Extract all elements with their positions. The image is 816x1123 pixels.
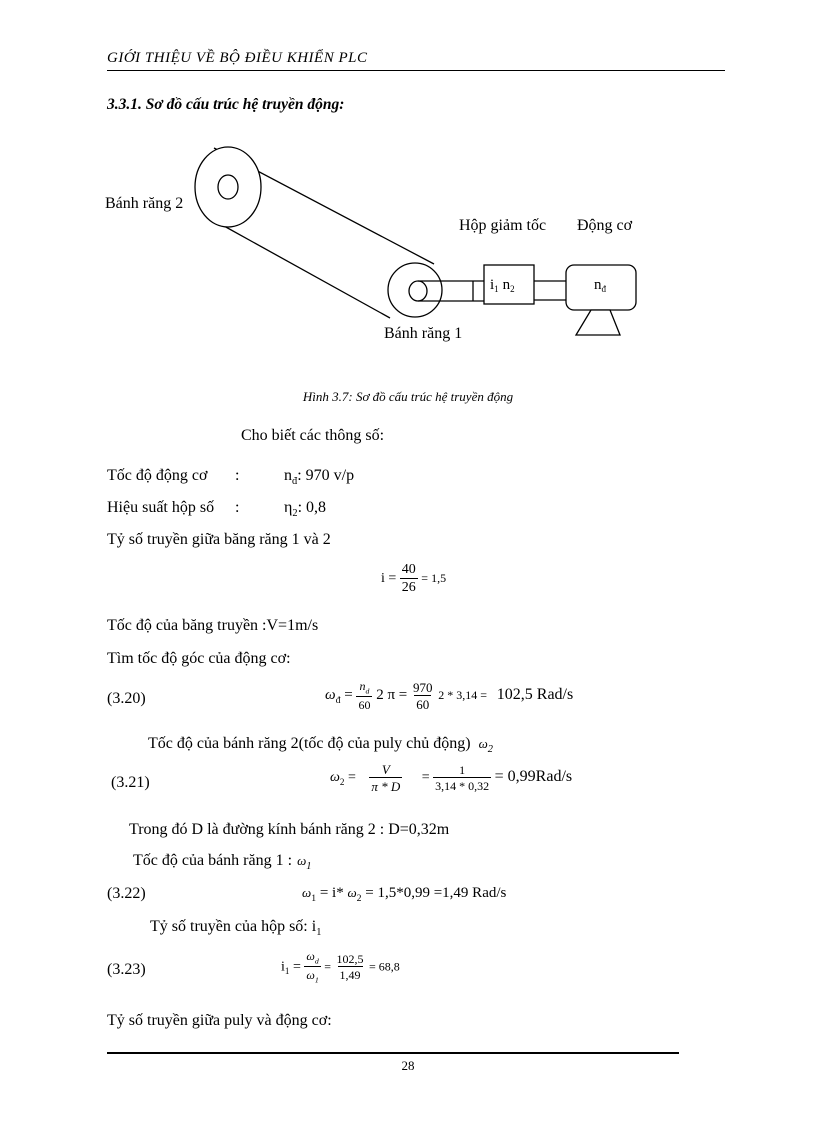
eq-3-23 xyxy=(281,950,400,984)
gearbox-ratio-text: Tỷ số truyền của hộp số: xyxy=(150,918,308,935)
efficiency-val: : 0,8 xyxy=(297,499,327,516)
gear-2-speed-sym: ω xyxy=(478,736,488,751)
where-d-line: Trong đó D là đường kính bánh răng 2 : D=0,32m xyxy=(129,821,450,838)
belt-speed-line: Tốc độ của băng truyền :V=1m/s xyxy=(107,617,319,634)
eq323-f2-den: 1,49 xyxy=(339,968,361,983)
gearbox-n-sub: 2 xyxy=(510,284,515,294)
eq320-f1-num-sym: n xyxy=(359,679,366,693)
gear-1-speed-sym: ω xyxy=(297,853,307,868)
efficiency-value xyxy=(284,499,326,519)
efficiency-colon: : xyxy=(235,499,240,516)
gearbox-label: Hộp giảm tốc xyxy=(459,217,547,234)
eq323-f1-den-sym: ω xyxy=(306,968,315,983)
eq321-f1-den: π * D xyxy=(371,779,401,794)
gear-2-speed-sub: 2 xyxy=(487,744,493,756)
final-line: Tỷ số truyền giữa puly và động cơ: xyxy=(107,1012,332,1029)
ratio-num: 40 xyxy=(401,562,416,577)
efficiency-label: Hiệu suất hộp số xyxy=(107,499,215,516)
eq321-frac2 xyxy=(433,764,491,792)
eq323-eq: = xyxy=(292,959,301,975)
ratio-fraction xyxy=(400,563,418,595)
eq321-f2-num: 1 xyxy=(459,763,466,777)
eq320-omega-sub: đ xyxy=(335,695,341,707)
eq320-tail: 2 * 3,14 = xyxy=(438,688,488,703)
eq320-f1-num-sub: d xyxy=(365,686,370,696)
eq-3-23-number: (3.23) xyxy=(107,961,146,978)
gear-1-speed-line xyxy=(133,852,311,872)
eq-3-20-number: (3.20) xyxy=(107,690,146,707)
drive-structure-diagram xyxy=(100,140,660,350)
eq322-omega: ω xyxy=(302,885,312,900)
eq-3-22 xyxy=(302,885,506,904)
eq320-frac2 xyxy=(411,681,435,711)
eq321-result: = 0,99Rad/s xyxy=(494,768,573,786)
ratio-equation xyxy=(381,563,446,595)
gear-2-hub xyxy=(218,175,238,199)
eq322-omega-sub: 1 xyxy=(311,893,317,904)
eq321-frac1 xyxy=(369,763,402,793)
motor-speed-value xyxy=(284,467,354,487)
eq323-f2-num: 102,5 xyxy=(336,952,364,967)
eq321-f2-den: 3,14 * 0,32 xyxy=(435,779,490,793)
eq321-eq2: = xyxy=(421,770,430,786)
belt-bottom-line xyxy=(224,226,390,318)
motor-n: n xyxy=(594,277,602,293)
eq-3-22-number: (3.22) xyxy=(107,885,146,902)
eq323-eq2: = xyxy=(324,959,332,974)
gear-1-speed-text: Tốc độ của bánh răng 1 : xyxy=(133,852,293,869)
given-intro: Cho biết các thông số: xyxy=(241,427,385,444)
motor-speed-sub: đ xyxy=(292,476,298,488)
eq320-frac1 xyxy=(356,680,372,711)
eq-3-21 xyxy=(330,763,572,793)
eq322-omega2-sub: 2 xyxy=(356,893,362,904)
gear-2-speed-line xyxy=(148,735,493,755)
eq321-omega-sub: 2 xyxy=(339,777,345,788)
page-number: 28 xyxy=(401,1058,415,1073)
eq323-f1-num-sym: ω xyxy=(306,949,315,963)
eq320-f2-num: 970 xyxy=(412,679,433,695)
gear-1-hub xyxy=(409,281,427,301)
eq323-lhs: i xyxy=(281,959,285,975)
eq320-omega: ω xyxy=(325,687,336,704)
section-title: 3.3.1. Sơ đồ cấu trúc hệ truyền động: xyxy=(107,96,345,113)
gearbox-ratio-line xyxy=(150,918,321,938)
eq323-frac2 xyxy=(335,953,366,981)
header-rule xyxy=(107,70,725,71)
motor-base xyxy=(576,310,620,335)
eq323-result: = 68,8 xyxy=(369,959,400,974)
motor-speed-label: Tốc độ động cơ xyxy=(107,467,208,484)
eq320-two-pi: 2 π = xyxy=(376,687,408,704)
eq323-f1-den-sub: 1 xyxy=(314,975,319,985)
ratio-lhs: i = xyxy=(381,571,397,587)
eq323-f1-num-sub: d xyxy=(314,956,319,966)
eq-3-21-number: (3.21) xyxy=(111,774,150,791)
eq320-f2-den: 60 xyxy=(416,696,430,712)
eq322-tail: = 1,5*0,99 =1,49 Rad/s xyxy=(365,885,507,901)
page-header-title: GIỚI THIỆU VỀ BỘ ĐIỀU KHIỂN PLC xyxy=(107,50,368,66)
eq320-f1-num xyxy=(357,680,371,696)
eq-3-20 xyxy=(325,680,573,711)
eq322-mid: = i* xyxy=(319,885,344,901)
ratio-line: Tỷ số truyền giữa băng răng 1 và 2 xyxy=(107,531,331,548)
motor-label: Động cơ xyxy=(577,217,633,234)
gear-1-speed-sub: 1 xyxy=(306,861,312,873)
gearbox-ratio-sub: 1 xyxy=(316,927,322,939)
eq321-omega: ω xyxy=(330,770,340,786)
efficiency-sym: η xyxy=(284,499,293,516)
footer-rule xyxy=(107,1052,679,1054)
eq323-f1-num xyxy=(304,950,320,966)
eq322-omega2: ω xyxy=(347,885,357,900)
motor-speed-sym: n xyxy=(284,467,292,484)
gearbox-ratio-sym: i xyxy=(311,918,317,935)
find-omega-line: Tìm tốc độ góc của động cơ: xyxy=(107,650,291,667)
motor-speed-colon: : xyxy=(235,467,240,484)
gearbox-i: i xyxy=(490,277,495,293)
figure-caption: Hình 3.7: Sơ đồ cấu trúc hệ truyền động xyxy=(302,389,514,404)
efficiency-sub: 2 xyxy=(292,508,298,520)
ratio-rhs: = 1,5 xyxy=(421,571,447,586)
eq320-eq: = xyxy=(344,687,353,704)
gearbox-i-sub: 1 xyxy=(494,284,499,294)
gear-1-label: Bánh răng 1 xyxy=(384,325,463,342)
ratio-den: 26 xyxy=(401,580,416,595)
eq321-f1-num: V xyxy=(381,762,390,777)
gear-2-label: Bánh răng 2 xyxy=(105,195,184,212)
gear-2-speed-text: Tốc độ của bánh răng 2(tốc độ của puly chủ động) xyxy=(148,735,471,752)
eq323-lhs-sub: 1 xyxy=(284,966,290,977)
eq323-frac1 xyxy=(304,950,320,984)
eq321-eq: = xyxy=(347,770,356,786)
motor-n-sub: đ xyxy=(601,284,606,294)
eq323-f1-den xyxy=(304,966,320,984)
eq320-f1-den: 60 xyxy=(358,698,371,713)
gearbox-n: n xyxy=(502,277,511,293)
eq320-result: 102,5 Rad/s xyxy=(496,686,574,704)
motor-speed-val: : 970 v/p xyxy=(297,467,355,484)
